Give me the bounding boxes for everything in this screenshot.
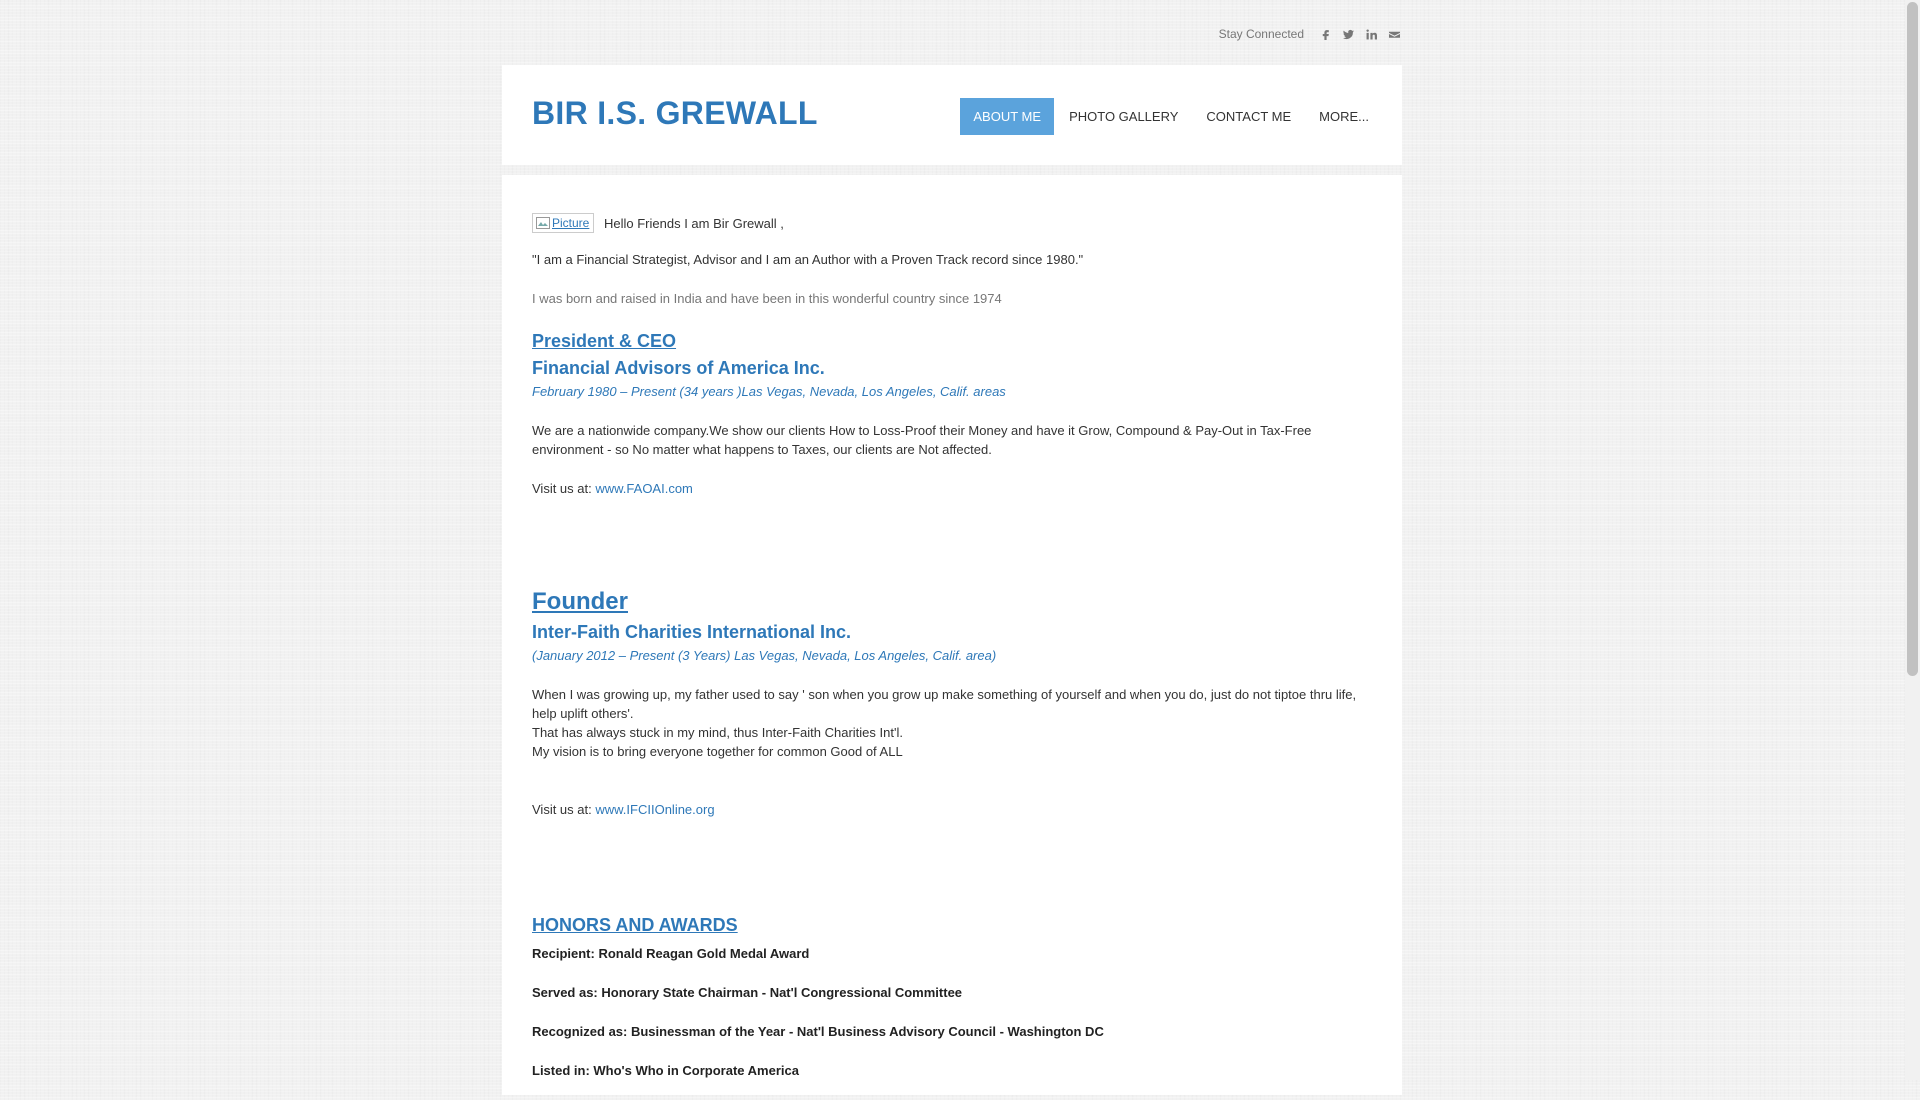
site-header — [502, 65, 1402, 165]
job2-dates: (January 2012 – Present (3 Years) Las Vegas, Nevada, Los Angeles, Calif. area) — [532, 648, 997, 663]
nav-photo-gallery[interactable]: PHOTO GALLERY — [1069, 109, 1179, 124]
site-title[interactable]: BIR I.S. GREWALL — [532, 95, 818, 131]
job1-visit-label: Visit us at: — [532, 481, 592, 496]
intro-quote: "I am a Financial Strategist, Advisor and I am an Author with a Proven Track record since 1980." — [532, 252, 1084, 267]
job1-visit — [532, 479, 1377, 498]
nav-more[interactable]: MORE... — [1319, 109, 1369, 124]
honors-title: HONORS AND AWARDS — [532, 915, 738, 935]
born-text: I was born and raised in India and have been in this wonderful country since 1974 — [532, 291, 1002, 306]
intro-row — [532, 211, 1377, 235]
nav-contact-me[interactable]: CONTACT ME — [1206, 109, 1292, 124]
job2-visit-label: Visit us at: — [532, 802, 592, 817]
picture-alt-text: Picture — [552, 215, 590, 230]
job1-role: President & CEO — [532, 331, 677, 351]
top-bar — [502, 22, 1402, 46]
scrollbar-thumb[interactable] — [1907, 2, 1918, 676]
main-nav — [958, 98, 1382, 135]
award-item: Recipient: Ronald Reagan Gold Medal Award — [532, 946, 810, 961]
job1-description: We are a nationwide company.We show our clients How to Loss-Proof their Money and have it Grow, Compound & Pay-Out in Tax-Free environment - so No matter what happens to Taxes, our clients are Not affected. — [532, 423, 1312, 457]
award-item: Served as: Honorary State Chairman - Nat'l Congressional Committee — [532, 985, 963, 1000]
job2-role: Founder — [532, 588, 628, 615]
nav-about-me[interactable]: ABOUT ME — [960, 98, 1054, 135]
job2-line1: When I was growing up, my father used to say ' son when you grow up make something of yourself and when you do, just do not tiptoe thru life, help uplift others'. — [532, 687, 1357, 721]
job1-dates: February 1980 – Present (34 years )Las Vegas, Nevada, Los Angeles, Calif. areas — [532, 384, 1006, 399]
linkedin-icon[interactable] — [1364, 27, 1379, 42]
faoai-link[interactable]: www.FAOAI.com — [595, 481, 693, 496]
profile-picture — [532, 213, 594, 233]
ifcii-link[interactable]: www.IFCIIOnline.org — [595, 802, 715, 817]
job2-visit — [532, 800, 1377, 819]
award-item: Listed in: Who's Who in Corporate America — [532, 1063, 799, 1078]
page-scrollbar[interactable] — [1905, 0, 1920, 1080]
award-item: Recognized as: Businessman of the Year - Nat'l Business Advisory Council - Washington DC — [532, 1024, 1104, 1039]
stay-connected-label: Stay Connected — [1218, 27, 1304, 41]
job2-line3: My vision is to bring everyone together for common Good of ALL — [532, 744, 903, 759]
main-content — [502, 175, 1402, 1095]
hello-text: Hello Friends I am Bir Grewall , — [604, 215, 784, 231]
twitter-icon[interactable] — [1341, 27, 1356, 42]
job2-line2: That has always stuck in my mind, thus Inter-Faith Charities Int'l. — [532, 725, 903, 740]
social-links — [1318, 27, 1402, 42]
facebook-icon[interactable] — [1318, 27, 1333, 42]
job1-org: Financial Advisors of America Inc. — [532, 358, 825, 378]
broken-image-icon — [536, 217, 550, 229]
job2-org: Inter-Faith Charities International Inc. — [532, 622, 852, 642]
mail-icon[interactable] — [1387, 27, 1402, 42]
